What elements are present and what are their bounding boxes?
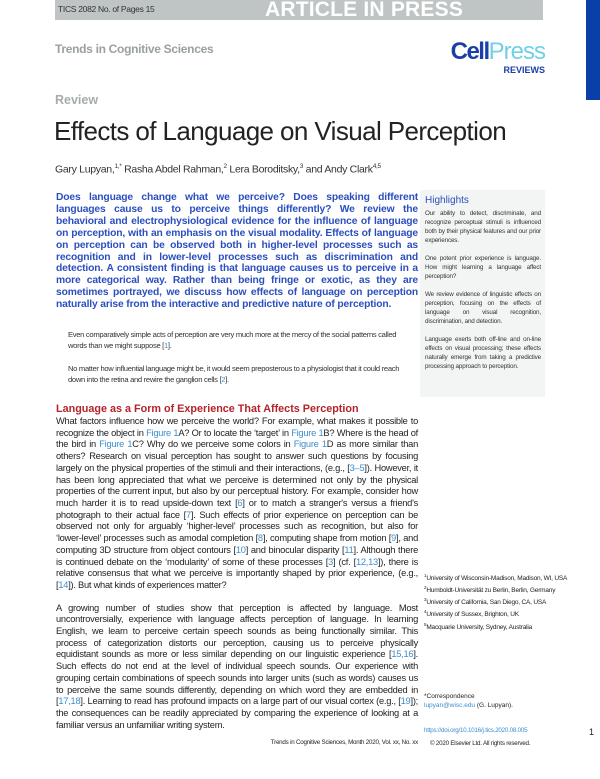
reference-link[interactable]: 14 — [58, 579, 69, 590]
banner-text: ARTICLE IN PRESS — [264, 0, 464, 21]
reference-link[interactable]: 19 — [400, 696, 411, 707]
reference-link[interactable]: 3–5 — [349, 462, 365, 473]
author: and Andy Clark — [303, 163, 373, 176]
doi-link[interactable]: https://doi.org/10.1016/j.tics.2020.08.005 — [424, 727, 528, 734]
highlight-item: One potent prior experience is language. How might learning a language affect perception? — [425, 255, 541, 280]
page-number: 1 — [588, 727, 594, 737]
highlights-title: Highlights — [425, 195, 469, 206]
cellpress-logo — [440, 40, 545, 75]
affiliation — [424, 620, 584, 632]
text-run: ]. Such effects do not end at the level of individual speech sounds. Our experience with grouping certain combinations of speech sounds into larger units (such as words) causes us to perceive the same sounds differently, depending on which word they are embedded in [ — [56, 649, 418, 707]
abstract: Does language change what we perceive? Does speaking different languages cause us to perceive things differently? We review the behavioral and electrophysiological evidence for the influence of language on perception, with an emphasis on the visual modality. Effects of language on perception can be observed both in higher-level processes such as recognition and in lower-level processes such as discrimination and detection. A consistent finding is that language causes us to perceive in a more categorical way. Rather than being fringe or exotic, as they are sometimes portrayed, we discuss how effects of language on perception naturally arise from the interactive and predictive nature of perception. — [56, 192, 418, 311]
author-sup: 2 — [223, 163, 227, 170]
reference-link[interactable]: Figure 1 — [291, 427, 324, 438]
affiliation-text: University of Sussex, Brighton, UK — [426, 611, 519, 619]
text-run: ]. Learning to read has profound impacts on a large part of our visual cortex (e.g., [ — [80, 696, 401, 707]
author-sup: 4,5 — [372, 163, 381, 170]
footer-journal-line: Trends in Cognitive Sciences, Month 2020, Vol. xx, No. xx — [270, 739, 418, 746]
reference-link[interactable]: 11 — [344, 544, 354, 555]
reference-link[interactable]: 9 — [391, 533, 397, 544]
text-run: ]). However, it has been long appreciated that what we perceive is determined not only by the physical properties of the current input, but also by our perceptual history. For example, consider how much harder it is to read upside-down text [ — [56, 462, 418, 508]
text-run: A? Or to locate the ‘target’ in — [178, 427, 292, 438]
text-run: ]. Although there is continued debate on the ‘modularity’ of some of these processes [ — [56, 544, 418, 567]
reference-link[interactable]: 8 — [257, 533, 263, 544]
affiliation — [424, 607, 584, 619]
reference-link[interactable]: 10 — [235, 544, 246, 555]
text-run: What factors influence how we perceive the world? For example, what makes it possible to recognize the object in — [56, 416, 418, 438]
reference-link[interactable]: Figure 1 — [293, 439, 327, 450]
affiliation-text: Macquarie University, Sydney, Australia — [426, 623, 533, 631]
text-run: ], and computing 3D structure from object contours [ — [56, 533, 419, 555]
text-run: A growing number of studies show that perception is affected by language. Most uncontroversially, experience with language affects perception of language. In learning English, we learn to perceive certain speech sounds as being functionally similar. This process of categorization distorts our perception, causing us to perceive physically equidistant sounds as more or less similar depending on our linguistic experience [ — [56, 602, 418, 660]
text-run: No matter how influential language might be, it would seem preposterous to a physiologist that it could reach down into the retina and rewire the ganglion cells [ — [68, 364, 400, 385]
text-run: ], computing shape from motion [ — [262, 533, 392, 544]
text-run: ]. Such effects of prior experience on perception can be observed not only for arguably ‘higher-level’ processes such as recognition, but also for ‘lower-level’ processes such as amodal completion [ — [56, 509, 418, 544]
highlight-item: Language exerts both off-line and on-line effects on visual processing; these effects naturally emerge from taking a predictive processing approach to perception. — [425, 336, 541, 370]
text-run: C? Why do we perceive some colors in — [132, 439, 294, 450]
highlight-item: We review evidence of linguistic effects on perception, focusing on the effects of language on visual recognition, discrimination, and detection. — [425, 291, 541, 325]
correspondence — [424, 692, 589, 710]
main-column — [56, 192, 418, 747]
highlight-item: Our ability to detect, discriminate, and recognize perceptual stimuli is influenced both by their physical features and our prior experiences. — [425, 210, 541, 244]
text-run: ]. — [167, 341, 172, 351]
article-type: Review — [55, 93, 99, 107]
body-paragraph-2 — [56, 603, 418, 732]
body-paragraph-1 — [56, 416, 418, 592]
epigraph-1 — [68, 329, 413, 351]
text-run: ]). But what kinds of experiences matter? — [68, 579, 227, 590]
affiliation-text: Humboldt-Universität zu Berlin, Berlin, Germany — [426, 587, 556, 595]
affiliation-sup: 3 — [424, 597, 427, 603]
affiliation — [424, 595, 584, 607]
text-run: Even comparatively simple acts of perception are very much more at the mercy of the social patterns called words than we might suppose [ — [68, 330, 397, 351]
reference-link[interactable]: 17,18 — [58, 696, 81, 707]
article-meta: TICS 2082 No. of Pages 15 — [58, 4, 155, 14]
text-run: ] or to match a stranger's versus a friend's photograph to their actual face [ — [56, 497, 418, 520]
affiliation-sup: 4 — [424, 609, 427, 615]
correspondence-name: (G. Lupyan). — [475, 702, 513, 709]
text-run: ] and binocular disparity [ — [245, 544, 345, 555]
affiliation — [424, 571, 584, 583]
text-run: ]), there is relative consensus that what we perceive is importantly shaped by prior experience, (e.g., [ — [56, 556, 418, 590]
text-run: ]); the consequences can be readily appreciated by comparing the experience of looking at a familiar versus an unfamiliar writing system. — [56, 696, 418, 730]
reference-link[interactable]: 6 — [237, 497, 243, 508]
author: Lera Boroditsky, — [226, 163, 300, 176]
text-run: ]. — [225, 375, 229, 385]
reference-link[interactable]: Figure 1 — [146, 427, 179, 438]
side-color-tab — [586, 0, 600, 100]
affiliation-text: University of California, San Diego, CA, USA — [426, 599, 547, 607]
reference-link[interactable]: 7 — [185, 509, 191, 520]
author-list — [55, 163, 381, 176]
author-sup: 3 — [299, 163, 304, 170]
logo-cell: Cell — [450, 38, 489, 65]
reference-link[interactable]: 12,13 — [355, 556, 378, 567]
reference-link[interactable]: 3 — [328, 556, 333, 567]
email-link[interactable]: lupyan@wisc.edu — [424, 702, 476, 709]
article-in-press-banner — [55, 0, 543, 20]
affiliation — [424, 583, 584, 595]
footer-right — [424, 727, 594, 748]
affiliation-sup: 5 — [424, 621, 427, 627]
correspondence-label: *Correspondence — [424, 693, 475, 700]
reference-link[interactable]: 2 — [221, 375, 226, 385]
logo-press: Press — [488, 38, 545, 65]
text-run: D as more similar than others? Research on visual perception has sought to answer such questions by focusing largely on the physical properties of the stimuli and their interactions, (e.g., [ — [56, 439, 419, 473]
text-run: B? Where is the head of the bird in — [56, 427, 418, 450]
logo-reviews: REVIEWS — [503, 65, 545, 75]
article-title: Effects of Language on Visual Perception — [54, 116, 507, 146]
journal-name: Trends in Cognitive Sciences — [55, 42, 214, 56]
text-run: ] (cf. [ — [333, 556, 356, 567]
affiliation-text: University of Wisconsin-Madison, Madison, WI, USA — [426, 575, 568, 583]
reference-link[interactable]: 15,16 — [391, 649, 414, 660]
affiliation-sup: 1 — [424, 573, 427, 578]
author: Gary Lupyan, — [55, 163, 115, 176]
author: Rasha Abdel Rahman, — [121, 163, 224, 176]
affiliation-sup: 2 — [424, 585, 427, 591]
reference-link[interactable]: 1 — [163, 341, 168, 351]
affiliations — [424, 571, 584, 632]
highlights-box — [420, 190, 545, 397]
author-sup: 1,* — [114, 163, 122, 170]
epigraph-2 — [68, 363, 413, 385]
reference-link[interactable]: Figure 1 — [99, 439, 133, 450]
section-heading: Language as a Form of Experience That Affects Perception — [56, 403, 359, 416]
copyright: © 2020 Elsevier Ltd. All rights reserved. — [430, 740, 531, 747]
